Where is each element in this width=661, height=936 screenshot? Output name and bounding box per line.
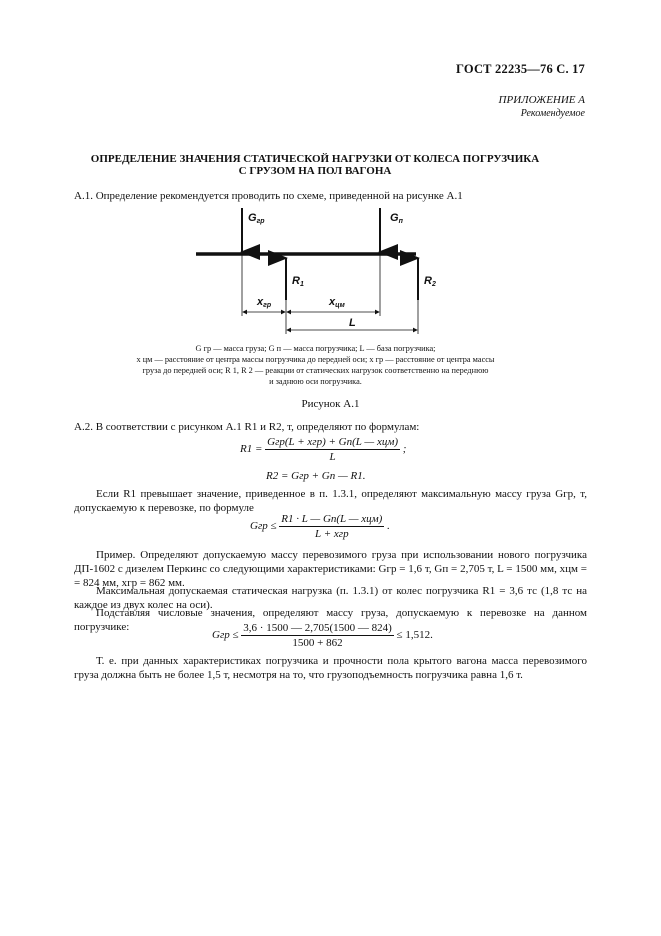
paragraph-a2: А.2. В соответствии с рисунком А.1 R1 и R2, т, определяют по формулам: xyxy=(74,421,420,433)
legend-line4: и заднюю оси погрузчика. xyxy=(269,377,362,386)
formula-g-gr-lhs: Gгр ≤ xyxy=(250,520,277,533)
label-r2: $R_2$ xyxy=(424,275,436,288)
page-header: ГОСТ 22235—76 С. 17 xyxy=(456,62,585,76)
label-r1: $R_1$ xyxy=(292,275,304,288)
appendix-label xyxy=(499,94,585,120)
formula-r1-fraction xyxy=(265,436,400,463)
figure-legend xyxy=(98,343,533,387)
formula-g-gr-numerator: R1 · L — Gп(L — xцм) xyxy=(281,513,383,525)
label-l: L xyxy=(349,317,356,329)
formula-numeric-denominator: 1500 + 862 xyxy=(292,637,343,649)
figure-caption: Рисунок А.1 xyxy=(301,398,360,410)
formula-numeric-tail: ≤ 1,512. xyxy=(396,629,433,642)
formula-numeric-lhs: Gгр ≤ xyxy=(212,629,239,642)
formula-g-gr-fraction xyxy=(279,513,384,540)
paragraph-conclusion: Т. е. при данных характеристиках погрузчика и прочности пола крытого вагона масса перевозимого груза должна быть не более 1,5 т, несмотря на то, что грузоподъемность погрузчика равна 1,6 т. xyxy=(74,655,587,682)
label-g-gr: $G_{гр}$ xyxy=(248,212,265,225)
formula-r1-lhs: R1 = xyxy=(240,443,263,456)
formula-r1-denominator: L xyxy=(329,451,336,463)
paragraph-substitute: Подставляя числовые значения, определяют массу груза, допускаемую к перевозке на данном погрузчике: xyxy=(74,607,587,634)
legend-line3: груза до передней оси; R 1, R 2 — реакции от статических нагрузок соответственно на переднюю xyxy=(142,366,489,375)
formula-g-gr-denominator: L + xгр xyxy=(315,528,349,540)
paragraph-if: Если R1 превышает значение, приведенное в п. 1.3.1, определяют максимальную массу груза Gгр, т, допускаемую к перевозке, по формуле xyxy=(74,488,587,515)
formula-g-gr-tail: . xyxy=(387,520,390,533)
section-title-line1: ОПРЕДЕЛЕНИЕ ЗНАЧЕНИЯ СТАТИЧЕСКОЙ НАГРУЗКИ ОТ КОЛЕСА ПОГРУЗЧИКА xyxy=(90,153,540,165)
formula-numeric xyxy=(212,622,433,649)
formula-g-gr xyxy=(250,513,390,540)
paragraph-example: Пример. Определяют допускаемую массу перевозимого груза при использовании нового погрузчика ДП-1602 с дизелем Перкинс со следующими характеристиками: Gгр = 1,6 т, Gп = 2,705 т, L = 1500 мм, xцм = = 824 мм, xгр = 862 мм. xyxy=(74,549,587,590)
section-title xyxy=(70,153,560,177)
load-diagram xyxy=(180,208,450,338)
section-title-line2: С ГРУЗОМ НА ПОЛ ВАГОНА xyxy=(238,165,392,177)
paragraph-a1: А.1. Определение рекомендуется проводить по схеме, приведенной на рисунке А.1 xyxy=(74,190,463,202)
legend-line2: x цм — расстояние от центра массы погрузчика до передней оси; x гр — расстояние от центра массы xyxy=(136,355,495,364)
formula-r2: R2 = Gгр + Gп — R1. xyxy=(266,470,366,482)
label-g-p: $G_п$ xyxy=(390,212,403,225)
formula-r1-numerator: Gгр(L + xгр) + Gп(L — xцм) xyxy=(267,436,399,448)
formula-r1-tail: ; xyxy=(402,443,407,456)
formula-r1 xyxy=(240,436,406,463)
formula-numeric-numerator: 3,6 · 1500 — 2,705(1500 — 824) xyxy=(243,622,392,634)
label-x-cm: $x_{цм}$ xyxy=(329,296,345,309)
appendix-title: ПРИЛОЖЕНИЕ А xyxy=(498,94,585,106)
formula-numeric-fraction xyxy=(241,622,394,649)
legend-line1: G гр — масса груза; G п — масса погрузчика; L — база погрузчика; xyxy=(195,344,436,353)
appendix-subtitle: Рекомендуемое xyxy=(520,108,585,119)
label-x-gr: $x_{гр}$ xyxy=(257,296,272,309)
paragraph-max-load: Максимальная допускаемая статическая нагрузка (п. 1.3.1) от колес погрузчика R1 = 3,6 тс (1,8 тс на каждое из двух колес на оси). xyxy=(74,585,587,612)
